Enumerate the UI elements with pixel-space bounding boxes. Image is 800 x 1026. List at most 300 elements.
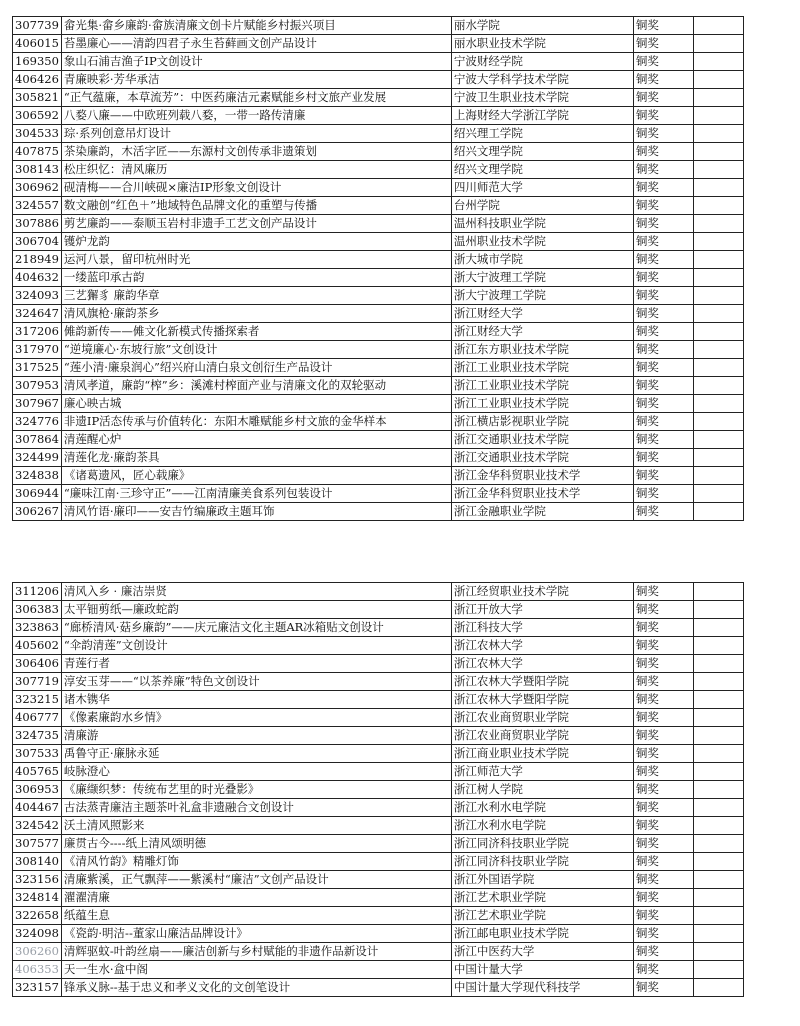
table-row xyxy=(13,125,744,143)
note-cell xyxy=(693,979,743,997)
school-cell: 浙江水利水电学院 xyxy=(451,799,633,817)
school-cell: 温州职业技术学院 xyxy=(451,233,633,251)
project-title-cell: 清风入乡 · 廉洁崇贤 xyxy=(61,583,451,601)
note-cell xyxy=(693,413,743,431)
project-title-cell: 镬炉龙韵 xyxy=(61,233,451,251)
school-cell: 浙江金华科贸职业技术学 xyxy=(451,485,633,503)
award-cell: 铜奖 xyxy=(633,341,693,359)
table-row xyxy=(13,745,744,763)
table-row xyxy=(13,377,744,395)
school-cell: 浙江财经大学 xyxy=(451,305,633,323)
table-row xyxy=(13,763,744,781)
project-title-cell: 天一生水·盒中阁 xyxy=(61,961,451,979)
project-title-cell: “伞韵清莲”文创设计 xyxy=(61,637,451,655)
award-cell: 铜奖 xyxy=(633,305,693,323)
table-row xyxy=(13,53,744,71)
project-id-cell: 306260 xyxy=(13,943,62,961)
note-cell xyxy=(693,781,743,799)
school-cell: 浙江金融职业学院 xyxy=(451,503,633,521)
school-cell: 浙江外国语学院 xyxy=(451,871,633,889)
note-cell xyxy=(693,251,743,269)
project-id-cell: 323863 xyxy=(13,619,62,637)
school-cell: 浙江师范大学 xyxy=(451,763,633,781)
note-cell xyxy=(693,745,743,763)
school-cell: 浙大宁波理工学院 xyxy=(451,269,633,287)
school-cell: 中国计量大学现代科技学 xyxy=(451,979,633,997)
award-cell: 铜奖 xyxy=(633,467,693,485)
project-title-cell: 数文融创“红色＋”地域特色品牌文化的重塑与传播 xyxy=(61,197,451,215)
project-title-cell: 苔墨廉心——清韵四君子永生苔藓画文创产品设计 xyxy=(61,35,451,53)
note-cell xyxy=(693,305,743,323)
award-table-2 xyxy=(12,582,744,997)
table-row xyxy=(13,961,744,979)
school-cell: 浙江同济科技职业学院 xyxy=(451,835,633,853)
project-id-cell: 405602 xyxy=(13,637,62,655)
award-cell: 铜奖 xyxy=(633,377,693,395)
table-row xyxy=(13,233,744,251)
note-cell xyxy=(693,125,743,143)
award-cell: 铜奖 xyxy=(633,907,693,925)
note-cell xyxy=(693,727,743,745)
table-row xyxy=(13,781,744,799)
award-cell: 铜奖 xyxy=(633,727,693,745)
award-cell: 铜奖 xyxy=(633,583,693,601)
project-id-cell: 306962 xyxy=(13,179,62,197)
school-cell: 宁波卫生职业技术学院 xyxy=(451,89,633,107)
project-title-cell: 非遗IP活态传承与价值转化：东阳木雕赋能乡村文旅的金华样本 xyxy=(61,413,451,431)
award-cell: 铜奖 xyxy=(633,71,693,89)
award-cell: 铜奖 xyxy=(633,503,693,521)
project-title-cell: 畲光集·畲乡廉韵·畲族清廉文创卡片赋能乡村振兴项目 xyxy=(61,17,451,35)
project-title-cell: 清风孝道，廉韵“榨”乡：溪滩村榨面产业与清廉文化的双轮驱动 xyxy=(61,377,451,395)
award-cell: 铜奖 xyxy=(633,233,693,251)
school-cell: 宁波财经学院 xyxy=(451,53,633,71)
award-cell: 铜奖 xyxy=(633,395,693,413)
school-cell: 浙江水利水电学院 xyxy=(451,817,633,835)
project-title-cell: 《清风竹韵》精雕灯饰 xyxy=(61,853,451,871)
table-row xyxy=(13,925,744,943)
award-cell: 铜奖 xyxy=(633,35,693,53)
project-title-cell: 廉心映古城 xyxy=(61,395,451,413)
table-row xyxy=(13,197,744,215)
project-title-cell: 象山石浦吉渔子IP文创设计 xyxy=(61,53,451,71)
table-row xyxy=(13,853,744,871)
award-cell: 铜奖 xyxy=(633,781,693,799)
school-cell: 绍兴文理学院 xyxy=(451,143,633,161)
note-cell xyxy=(693,53,743,71)
note-cell xyxy=(693,503,743,521)
project-id-cell: 307533 xyxy=(13,745,62,763)
project-title-cell: 清莲化龙·廉韵茶具 xyxy=(61,449,451,467)
note-cell xyxy=(693,871,743,889)
school-cell: 浙江工业职业技术学院 xyxy=(451,359,633,377)
project-id-cell: 317206 xyxy=(13,323,62,341)
school-cell: 中国计量大学 xyxy=(451,961,633,979)
note-cell xyxy=(693,359,743,377)
table-row xyxy=(13,979,744,997)
note-cell xyxy=(693,799,743,817)
note-cell xyxy=(693,691,743,709)
award-cell: 铜奖 xyxy=(633,143,693,161)
project-title-cell: 清廉紫溪，正气飘萍——紫溪村“廉洁”文创产品设计 xyxy=(61,871,451,889)
school-cell: 浙江邮电职业技术学院 xyxy=(451,925,633,943)
note-cell xyxy=(693,763,743,781)
project-id-cell: 324776 xyxy=(13,413,62,431)
table-row xyxy=(13,323,744,341)
award-cell: 铜奖 xyxy=(633,835,693,853)
project-title-cell: 太平钿剪纸—廉政蛇韵 xyxy=(61,601,451,619)
award-cell: 铜奖 xyxy=(633,691,693,709)
project-id-cell: 308140 xyxy=(13,853,62,871)
project-id-cell: 324098 xyxy=(13,925,62,943)
project-title-cell: 诸木镌华 xyxy=(61,691,451,709)
award-cell: 铜奖 xyxy=(633,943,693,961)
note-cell xyxy=(693,323,743,341)
project-id-cell: 307967 xyxy=(13,395,62,413)
award-cell: 铜奖 xyxy=(633,251,693,269)
project-title-cell: 砚清梅——合川峡砚×廉洁IP形象文创设计 xyxy=(61,179,451,197)
table-row xyxy=(13,143,744,161)
school-cell: 浙江商业职业技术学院 xyxy=(451,745,633,763)
project-title-cell: 禹鲁守正·廉脉永延 xyxy=(61,745,451,763)
project-title-cell: 青莲行者 xyxy=(61,655,451,673)
project-title-cell: 《像素廉韵水乡情》 xyxy=(61,709,451,727)
note-cell xyxy=(693,583,743,601)
table-row xyxy=(13,305,744,323)
note-cell xyxy=(693,341,743,359)
project-title-cell: 清风竹语·廉印——安吉竹编廉政主题耳饰 xyxy=(61,503,451,521)
note-cell xyxy=(693,943,743,961)
award-cell: 铜奖 xyxy=(633,799,693,817)
school-cell: 台州学院 xyxy=(451,197,633,215)
note-cell xyxy=(693,619,743,637)
school-cell: 浙江树人学院 xyxy=(451,781,633,799)
school-cell: 浙江农业商贸职业学院 xyxy=(451,727,633,745)
project-id-cell: 306267 xyxy=(13,503,62,521)
project-id-cell: 307886 xyxy=(13,215,62,233)
project-id-cell: 406015 xyxy=(13,35,62,53)
project-title-cell: 清风旗枪·廉韵茶乡 xyxy=(61,305,451,323)
note-cell xyxy=(693,431,743,449)
project-id-cell: 324735 xyxy=(13,727,62,745)
note-cell xyxy=(693,161,743,179)
school-cell: 绍兴文理学院 xyxy=(451,161,633,179)
table-row xyxy=(13,35,744,53)
project-id-cell: 324647 xyxy=(13,305,62,323)
award-cell: 铜奖 xyxy=(633,215,693,233)
award-cell: 铜奖 xyxy=(633,485,693,503)
table-row xyxy=(13,601,744,619)
project-title-cell: “廊桥清风·菇乡廉韵”——庆元廉洁文化主题AR冰箱贴文创设计 xyxy=(61,619,451,637)
note-cell xyxy=(693,835,743,853)
project-id-cell: 407875 xyxy=(13,143,62,161)
project-title-cell: 剪艺廉韵——泰顺玉岩村非遗手工艺文创产品设计 xyxy=(61,215,451,233)
table-row xyxy=(13,395,744,413)
note-cell xyxy=(693,817,743,835)
school-cell: 浙江横店影视职业学院 xyxy=(451,413,633,431)
note-cell xyxy=(693,35,743,53)
note-cell xyxy=(693,233,743,251)
award-cell: 铜奖 xyxy=(633,745,693,763)
note-cell xyxy=(693,107,743,125)
table-row xyxy=(13,503,744,521)
award-cell: 铜奖 xyxy=(633,359,693,377)
note-cell xyxy=(693,449,743,467)
school-cell: 宁波大学科学技术学院 xyxy=(451,71,633,89)
school-cell: 浙江艺术职业学院 xyxy=(451,907,633,925)
school-cell: 温州科技职业学院 xyxy=(451,215,633,233)
project-title-cell: “逆境廉心·东坡行旅”文创设计 xyxy=(61,341,451,359)
project-title-cell: 锋承义脉--基于忠义和孝义文化的文创笔设计 xyxy=(61,979,451,997)
project-title-cell: “正气蕴廉，本草流芳”：中医药廉洁元素赋能乡村文旅产业发展 xyxy=(61,89,451,107)
table-row xyxy=(13,889,744,907)
table-row xyxy=(13,287,744,305)
table-row xyxy=(13,673,744,691)
table-row xyxy=(13,907,744,925)
award-cell: 铜奖 xyxy=(633,107,693,125)
note-cell xyxy=(693,601,743,619)
table-row xyxy=(13,71,744,89)
note-cell xyxy=(693,71,743,89)
note-cell xyxy=(693,377,743,395)
project-title-cell: 一缕蓝印承古韵 xyxy=(61,269,451,287)
award-cell: 铜奖 xyxy=(633,197,693,215)
project-title-cell: 傩韵新传——傩文化新模式传播探索者 xyxy=(61,323,451,341)
note-cell xyxy=(693,179,743,197)
note-cell xyxy=(693,655,743,673)
project-id-cell: 307739 xyxy=(13,17,62,35)
project-id-cell: 307719 xyxy=(13,673,62,691)
project-title-cell: 淳安玉芽——“以茶养廉”特色文创设计 xyxy=(61,673,451,691)
project-title-cell: 松庄织忆：清风廉历 xyxy=(61,161,451,179)
table-row xyxy=(13,727,744,745)
project-id-cell: 317525 xyxy=(13,359,62,377)
table-row xyxy=(13,359,744,377)
project-title-cell: 清莲醒心炉 xyxy=(61,431,451,449)
school-cell: 浙江金华科贸职业技术学 xyxy=(451,467,633,485)
award-cell: 铜奖 xyxy=(633,637,693,655)
note-cell xyxy=(693,89,743,107)
note-cell xyxy=(693,485,743,503)
award-cell: 铜奖 xyxy=(633,17,693,35)
project-title-cell: 清廉游 xyxy=(61,727,451,745)
table-row xyxy=(13,431,744,449)
project-id-cell: 307864 xyxy=(13,431,62,449)
school-cell: 浙江农林大学暨阳学院 xyxy=(451,691,633,709)
table-row xyxy=(13,583,744,601)
award-cell: 铜奖 xyxy=(633,673,693,691)
note-cell xyxy=(693,467,743,485)
school-cell: 丽水职业技术学院 xyxy=(451,35,633,53)
award-cell: 铜奖 xyxy=(633,871,693,889)
project-title-cell: “莲小清·廉泉润心”绍兴府山清白泉文创衍生产品设计 xyxy=(61,359,451,377)
project-title-cell: 岐脉澄心 xyxy=(61,763,451,781)
table-row xyxy=(13,215,744,233)
project-id-cell: 306953 xyxy=(13,781,62,799)
note-cell xyxy=(693,853,743,871)
award-cell: 铜奖 xyxy=(633,619,693,637)
table-row xyxy=(13,251,744,269)
project-id-cell: 306383 xyxy=(13,601,62,619)
project-title-cell: 三艺獬豸 廉韵华章 xyxy=(61,287,451,305)
school-cell: 浙江农林大学 xyxy=(451,655,633,673)
table-row xyxy=(13,269,744,287)
table-row xyxy=(13,619,744,637)
project-id-cell: 406426 xyxy=(13,71,62,89)
school-cell: 浙大宁波理工学院 xyxy=(451,287,633,305)
school-cell: 上海财经大学浙江学院 xyxy=(451,107,633,125)
project-title-cell: “廉味江南·三珍守正”——江南清廉美食系列包装设计 xyxy=(61,485,451,503)
table-row xyxy=(13,817,744,835)
award-cell: 铜奖 xyxy=(633,323,693,341)
table-row xyxy=(13,709,744,727)
note-cell xyxy=(693,197,743,215)
award-cell: 铜奖 xyxy=(633,89,693,107)
note-cell xyxy=(693,637,743,655)
school-cell: 四川师范大学 xyxy=(451,179,633,197)
school-cell: 浙江中医药大学 xyxy=(451,943,633,961)
table-row xyxy=(13,655,744,673)
project-id-cell: 405765 xyxy=(13,763,62,781)
school-cell: 浙江科技大学 xyxy=(451,619,633,637)
note-cell xyxy=(693,925,743,943)
table-row xyxy=(13,871,744,889)
school-cell: 浙江艺术职业学院 xyxy=(451,889,633,907)
table-row xyxy=(13,467,744,485)
award-cell: 铜奖 xyxy=(633,979,693,997)
school-cell: 浙江农林大学暨阳学院 xyxy=(451,673,633,691)
project-id-cell: 307953 xyxy=(13,377,62,395)
project-title-cell: 琮·系列创意吊灯设计 xyxy=(61,125,451,143)
award-cell: 铜奖 xyxy=(633,709,693,727)
school-cell: 浙江农林大学 xyxy=(451,637,633,655)
project-id-cell: 311206 xyxy=(13,583,62,601)
table-row xyxy=(13,107,744,125)
award-cell: 铜奖 xyxy=(633,431,693,449)
project-id-cell: 324542 xyxy=(13,817,62,835)
project-id-cell: 324814 xyxy=(13,889,62,907)
note-cell xyxy=(693,709,743,727)
award-cell: 铜奖 xyxy=(633,179,693,197)
note-cell xyxy=(693,17,743,35)
project-title-cell: 八婺八廉——中欧班列载八婺，一带一路传清廉 xyxy=(61,107,451,125)
school-cell: 浙大城市学院 xyxy=(451,251,633,269)
school-cell: 绍兴理工学院 xyxy=(451,125,633,143)
table-row xyxy=(13,637,744,655)
table-row xyxy=(13,799,744,817)
project-id-cell: 324557 xyxy=(13,197,62,215)
award-cell: 铜奖 xyxy=(633,763,693,781)
project-id-cell: 308143 xyxy=(13,161,62,179)
note-cell xyxy=(693,907,743,925)
school-cell: 浙江工业职业技术学院 xyxy=(451,377,633,395)
project-id-cell: 323156 xyxy=(13,871,62,889)
project-title-cell: 青廉映彩·芳华承洁 xyxy=(61,71,451,89)
award-cell: 铜奖 xyxy=(633,53,693,71)
project-id-cell: 218949 xyxy=(13,251,62,269)
award-cell: 铜奖 xyxy=(633,601,693,619)
project-title-cell: 茶染廉韵，木活字匠——东源村文创传承非遗策划 xyxy=(61,143,451,161)
note-cell xyxy=(693,889,743,907)
project-id-cell: 404632 xyxy=(13,269,62,287)
award-cell: 铜奖 xyxy=(633,269,693,287)
note-cell xyxy=(693,269,743,287)
note-cell xyxy=(693,287,743,305)
project-id-cell: 307577 xyxy=(13,835,62,853)
table-row xyxy=(13,17,744,35)
project-title-cell: 纸蕴生息 xyxy=(61,907,451,925)
project-id-cell: 323157 xyxy=(13,979,62,997)
award-cell: 铜奖 xyxy=(633,925,693,943)
project-title-cell: 古法蒸青廉洁主题茶叶礼盒非遗融合文创设计 xyxy=(61,799,451,817)
project-id-cell: 169350 xyxy=(13,53,62,71)
table-row xyxy=(13,161,744,179)
table-row xyxy=(13,485,744,503)
school-cell: 浙江财经大学 xyxy=(451,323,633,341)
project-id-cell: 406353 xyxy=(13,961,62,979)
project-title-cell: 清辉驱蚊-叶韵丝扇——廉洁创新与乡村赋能的非遗作品新设计 xyxy=(61,943,451,961)
table-row xyxy=(13,449,744,467)
project-id-cell: 306406 xyxy=(13,655,62,673)
school-cell: 浙江农业商贸职业学院 xyxy=(451,709,633,727)
project-title-cell: 《诸葛遗风，匠心载廉》 xyxy=(61,467,451,485)
project-id-cell: 324499 xyxy=(13,449,62,467)
project-id-cell: 323215 xyxy=(13,691,62,709)
school-cell: 浙江经贸职业技术学院 xyxy=(451,583,633,601)
table-row xyxy=(13,179,744,197)
school-cell: 浙江东方职业技术学院 xyxy=(451,341,633,359)
award-cell: 铜奖 xyxy=(633,125,693,143)
note-cell xyxy=(693,215,743,233)
table-row xyxy=(13,89,744,107)
award-cell: 铜奖 xyxy=(633,655,693,673)
award-cell: 铜奖 xyxy=(633,413,693,431)
project-title-cell: 濯濯清廉 xyxy=(61,889,451,907)
project-id-cell: 406777 xyxy=(13,709,62,727)
note-cell xyxy=(693,961,743,979)
project-id-cell: 306944 xyxy=(13,485,62,503)
school-cell: 丽水学院 xyxy=(451,17,633,35)
award-cell: 铜奖 xyxy=(633,817,693,835)
note-cell xyxy=(693,143,743,161)
project-id-cell: 306704 xyxy=(13,233,62,251)
school-cell: 浙江交通职业技术学院 xyxy=(451,449,633,467)
project-title-cell: 《廉缬织梦：传统布艺里的时光叠影》 xyxy=(61,781,451,799)
award-cell: 铜奖 xyxy=(633,853,693,871)
table-row xyxy=(13,413,744,431)
project-id-cell: 317970 xyxy=(13,341,62,359)
school-cell: 浙江同济科技职业学院 xyxy=(451,853,633,871)
project-id-cell: 305821 xyxy=(13,89,62,107)
note-cell xyxy=(693,673,743,691)
table-row xyxy=(13,943,744,961)
project-id-cell: 324093 xyxy=(13,287,62,305)
project-title-cell: 运河八景，留印杭州时光 xyxy=(61,251,451,269)
award-table-1 xyxy=(12,16,744,521)
note-cell xyxy=(693,395,743,413)
project-id-cell: 404467 xyxy=(13,799,62,817)
award-cell: 铜奖 xyxy=(633,287,693,305)
award-cell: 铜奖 xyxy=(633,889,693,907)
project-title-cell: 《瓷韵·明洁--董家山廉洁品牌设计》 xyxy=(61,925,451,943)
table-row xyxy=(13,835,744,853)
award-cell: 铜奖 xyxy=(633,161,693,179)
school-cell: 浙江开放大学 xyxy=(451,601,633,619)
school-cell: 浙江工业职业技术学院 xyxy=(451,395,633,413)
project-id-cell: 306592 xyxy=(13,107,62,125)
project-id-cell: 324838 xyxy=(13,467,62,485)
table-row xyxy=(13,691,744,709)
